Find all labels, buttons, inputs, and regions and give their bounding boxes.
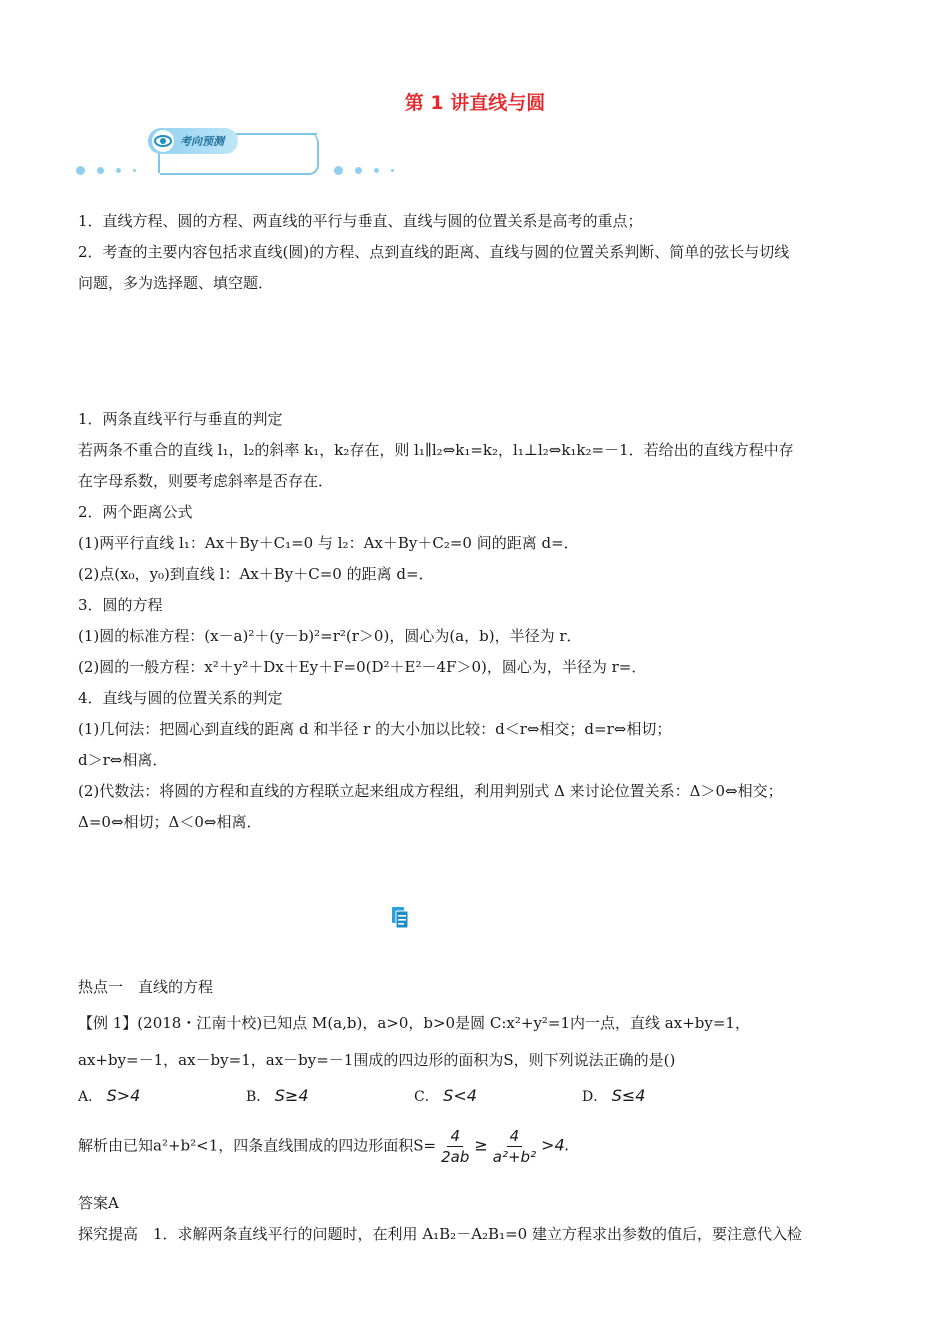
option-letter: A．: [78, 1089, 103, 1105]
decor-dots-right: [334, 166, 394, 175]
option-letter: B．: [246, 1089, 271, 1105]
forecast-badge: [148, 128, 238, 154]
dot: [133, 169, 136, 172]
fraction-2-denominator: a²+b²: [492, 1148, 537, 1166]
option-expr: S≥4: [274, 1086, 309, 1105]
option-c: [414, 1086, 582, 1106]
fraction-1-denominator: 2ab: [441, 1148, 470, 1166]
dot: [116, 168, 121, 173]
option-letter: D．: [582, 1089, 608, 1105]
dot: [374, 168, 379, 173]
dot: [355, 167, 362, 174]
knowledge-line-8: (1)圆的标准方程：(x－a)²＋(y－b)²=r²(r＞0)，圆心为(a，b)，半径为 r．: [78, 627, 582, 645]
solution-suffix: >4.: [541, 1135, 570, 1155]
option-expr: S>4: [106, 1086, 141, 1105]
explore-line: 探究提高 1．求解两条直线平行的问题时，在利用 A₁B₂－A₂B₁=0 建立方程求出参数的值后，要注意代入检: [78, 1225, 802, 1243]
hot-point-heading: 热点一 直线的方程: [78, 978, 214, 996]
example-line-1: 【例 1】(2018・江南十校)已知点 M(a,b)，a>0，b>0是圆 C:x²+y²=1内一点，直线 ax+by=1，: [78, 1014, 750, 1032]
dot: [391, 169, 394, 172]
dot: [76, 166, 85, 175]
knowledge-line-14: Δ=0⇔相切；Δ＜0⇔相离．: [78, 813, 262, 831]
knowledge-line-4: 2．两个距离公式: [78, 503, 193, 521]
dot: [334, 166, 343, 175]
answer-line: 答案A: [78, 1194, 119, 1212]
knowledge-line-1: 1．两条直线平行与垂直的判定: [78, 410, 283, 428]
option-letter: C．: [414, 1089, 439, 1105]
fraction-2: [490, 1126, 539, 1167]
forecast-section: [78, 206, 878, 299]
knowledge-line-11: (1)几何法：把圆心到直线的距离 d 和半径 r 的大小加以比较：d＜r⇔相交；d=r⇔相切；: [78, 720, 672, 738]
forecast-line-1: 1．直线方程、圆的方程、两直线的平行与垂直、直线与圆的位置关系是高考的重点；: [78, 212, 643, 230]
answer-block: [78, 1188, 878, 1250]
example-line-2: ax+by=－1，ax－by=1，ax－by=－1围成的四边形的面积为S，则下列说法正确的是(): [78, 1051, 676, 1069]
option-b: [246, 1086, 414, 1106]
dot: [97, 167, 104, 174]
knowledge-line-3: 在字母系数，则要考虑斜率是否存在．: [78, 472, 334, 490]
knowledge-line-7: 3．圆的方程: [78, 596, 163, 614]
fraction-1: [438, 1126, 472, 1167]
knowledge-line-2: 若两条不重合的直线 l₁，l₂的斜率 k₁，k₂存在，则 l₁∥l₂⇔k₁=k₂，l₁⊥l₂⇔k₁k₂=－1．若给出的直线方程中存: [78, 441, 794, 459]
knowledge-line-13: (2)代数法：将圆的方程和直线的方程联立起来组成方程组，利用判别式 Δ 来讨论位置关系：Δ＞0⇔相交；: [78, 782, 783, 800]
knowledge-line-10: 4．直线与圆的位置关系的判定: [78, 689, 283, 707]
document-icon: [390, 906, 410, 934]
geq-sign: ≥: [474, 1135, 488, 1155]
knowledge-section: [78, 404, 878, 838]
knowledge-line-12: d＞r⇔相离．: [78, 751, 168, 769]
example-block: [78, 1008, 878, 1076]
knowledge-line-5: (1)两平行直线 l₁：Ax＋By＋C₁=0 与 l₂：Ax＋By＋C₂=0 间的距离 d=．: [78, 534, 579, 552]
fraction-2-numerator: 4: [507, 1126, 523, 1147]
knowledge-line-9: (2)圆的一般方程：x²＋y²＋Dx＋Ey＋F=0(D²＋E²－4F＞0)，圆心为，半径为 r=．: [78, 658, 647, 676]
forecast-line-3: 问题，多为选择题、填空题．: [78, 274, 274, 292]
option-expr: S<4: [443, 1086, 477, 1105]
badge-label: 考向预测: [180, 135, 224, 148]
page-title: 第 1 讲直线与圆: [404, 92, 546, 114]
forecast-line-2: 2．考查的主要内容包括求直线(圆)的方程、点到直线的距离、直线与圆的位置关系判断、简单的弦长与切线: [78, 243, 790, 261]
fraction-1-numerator: 4: [447, 1126, 463, 1147]
eye-icon: [152, 130, 174, 152]
option-a: [78, 1086, 246, 1106]
option-expr: S≤4: [611, 1086, 646, 1105]
options-row: [78, 1086, 878, 1106]
solution-prefix: 解析由已知a²+b²<1，四条直线围成的四边形面积S=: [78, 1136, 437, 1155]
option-d: [582, 1086, 750, 1106]
decor-dots-left: [76, 166, 136, 175]
knowledge-line-6: (2)点(x₀，y₀)到直线 l：Ax＋By＋C=0 的距离 d=．: [78, 565, 434, 583]
solution-line: [78, 1126, 878, 1167]
